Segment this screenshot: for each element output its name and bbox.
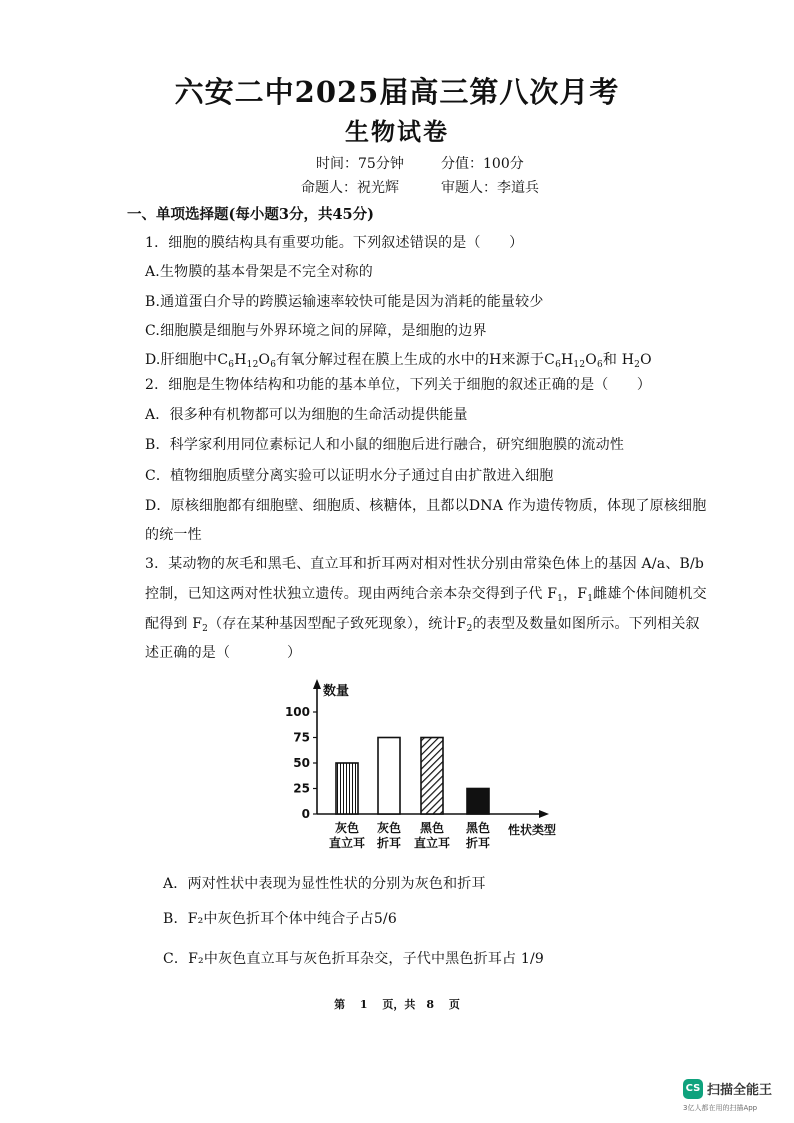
question-2-option-d-cont: 的统一性 <box>145 527 202 543</box>
trait-bar-chart <box>270 672 580 862</box>
question-1-option-b: B.通道蛋白介导的跨膜运输速率较快可能是因为消耗的能量较少 <box>145 294 544 310</box>
category-label: 折耳 <box>465 836 491 850</box>
camscanner-logo-icon: CS <box>683 1079 703 1099</box>
category-label: 黑色 <box>419 821 445 835</box>
camscanner-name: 扫描全能王 <box>707 1083 773 1098</box>
bar-1 <box>336 763 358 814</box>
page-footer: 第 1 页，共 8 页 <box>334 998 460 1011</box>
category-label: 黑色 <box>465 821 491 835</box>
question-2-option-b: B．科学家利用同位素标记人和小鼠的细胞后进行融合，研究细胞膜的流动性 <box>145 437 625 453</box>
x-axis-label: 性状类型 <box>508 823 557 837</box>
category-label: 灰色 <box>376 821 402 835</box>
section-heading: 一、单项选择题(每小题3分，共45分) <box>127 206 374 223</box>
question-1-option-c: C.细胞膜是细胞与外界环境之间的屏障，是细胞的边界 <box>145 323 487 339</box>
y-tick-label: 0 <box>301 807 310 821</box>
question-3-line-3: 配得到 $F_2$（存在某种基因型配子致死现象），统计$F_2$的表型及数量如图所示。下列相关叙 <box>145 616 700 634</box>
question-2-stem: 2．细胞是生物体结构和功能的基本单位，下列关于细胞的叙述正确的是（ ） <box>145 377 652 393</box>
question-3-option-a: A．两对性状中表现为显性性状的分别为灰色和折耳 <box>163 876 486 892</box>
question-1-option-a: A.生物膜的基本骨架是不完全对称的 <box>145 264 373 280</box>
score-info: 分值：100分 <box>441 156 524 172</box>
y-tick-label: 25 <box>293 781 310 796</box>
author-info: 命题人：祝光辉 <box>301 180 399 196</box>
y-tick-label: 50 <box>293 756 310 770</box>
y-axis-label: 数量 <box>323 684 350 699</box>
question-3-line-1: 3．某动物的灰毛和黑毛、直立耳和折耳两对相对性状分别由常染色体上的基因 A/a、B/b <box>145 556 705 572</box>
bar-4 <box>467 789 489 815</box>
y-tick-label: 75 <box>293 730 310 745</box>
question-3-option-b: B．F₂中灰色折耳个体中纯合子占5/6 <box>163 911 397 927</box>
y-tick-label: 100 <box>284 705 310 719</box>
question-2-option-c: C．植物细胞质壁分离实验可以证明水分子通过自由扩散进入细胞 <box>145 468 554 484</box>
question-3-line-4: 述正确的是（ ） <box>145 645 302 661</box>
question-3-option-c: C．F₂中灰色直立耳与灰色折耳杂交，子代中黑色折耳占 1/9 <box>163 951 545 967</box>
question-1-option-d: D.肝细胞中$C_6H_{12}O_6$有氧分解过程在膜上生成的水中的H来源于$C_6H_{12}O_6$和 $H_2O$ <box>145 352 652 370</box>
exam-title: 六安二中2025届高三第八次月考 <box>174 75 620 109</box>
question-3-line-2: 控制，已知这两对性状独立遗传。现由两纯合亲本杂交得到子代 $F_1$，$F_1$雌雄个体间随机交 <box>145 586 707 604</box>
reviewer-info: 审题人：李道兵 <box>441 180 539 196</box>
question-2-option-d: D．原核细胞都有细胞壁、细胞质、核糖体，且都以DNA 作为遗传物质，体现了原核细胞 <box>145 498 707 514</box>
category-label: 直立耳 <box>413 836 451 850</box>
time-info: 时间：75分钟 <box>316 156 404 172</box>
camscanner-tagline: 3亿人都在用的扫描App <box>683 1104 758 1112</box>
question-2-option-a: A．很多种有机物都可以为细胞的生命活动提供能量 <box>145 407 468 423</box>
category-label: 直立耳 <box>328 836 366 850</box>
bar-3 <box>421 738 443 815</box>
category-label: 折耳 <box>376 836 402 850</box>
y-axis <box>313 679 321 814</box>
question-1-stem: 1．细胞的膜结构具有重要功能。下列叙述错误的是（ ） <box>145 235 524 251</box>
bar-2 <box>378 738 400 815</box>
category-label: 灰色 <box>334 821 360 835</box>
exam-subject: 生物试卷 <box>345 117 449 146</box>
